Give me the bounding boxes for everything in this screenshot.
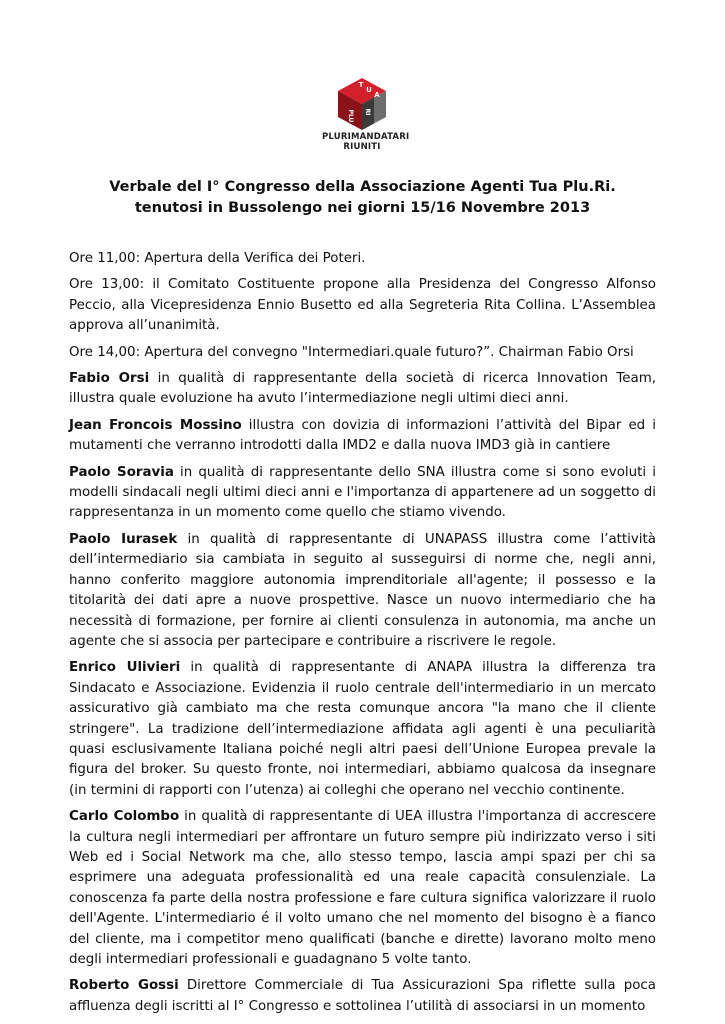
speaker-name: Fabio Orsi [69, 371, 150, 387]
cube-letter-a: A [374, 91, 380, 99]
paragraph-text: in qualità di rappresentante di UNAPASS illustra come l’attività dell’intermediario sia cambiata in seguito al susseguirsi di norme che, negli anni, hanno conferito maggiore autonomia imprenditoriale all'agente; il possesso e la titolarità dei dati apre a nuove prospettive. Nasce un nuovo intermediario che ha necessità di formazione, per fornire ai clienti consulenza in autonomia, ma anche un agente che si associa per partecipare e contribuire a riscrivere le regole. [69, 531, 656, 649]
title-line-1: Verbale del I° Congresso della Associazione Agenti Tua Plu.Ri. [109, 179, 616, 195]
speaker-name: Jean Froncois Mossino [69, 417, 242, 433]
speaker-name: Carlo Colombo [69, 809, 180, 825]
paragraph-text: Ore 14,00: Apertura del convegno "Intermediari.quale futuro?”. Chairman Fabio Orsi [69, 344, 634, 360]
paragraph-text: Ore 13,00: il Comitato Costituente propone alla Presidenza del Congresso Alfonso Peccio, alla Vicepresidenza Ennio Busetto ed alla Segreteria Rita Collina. L’Assemblea approva all’unanimità. [69, 277, 656, 334]
speaker-name: Roberto Gossi [69, 978, 179, 994]
paragraph [69, 463, 656, 524]
paragraph [69, 343, 656, 363]
title-line-2: tenutosi in Bussolengo nei giorni 15/16 Novembre 2013 [134, 200, 591, 216]
paragraph-text: in qualità di rappresentante della società di ricerca Innovation Team, illustra quale evoluzione ha avuto l’intermediazione negli ultimi dieci anni. [69, 371, 657, 407]
paragraph [69, 976, 656, 1017]
cube-letter-t: T [358, 81, 364, 89]
cube-letter-u: U [366, 86, 372, 94]
paragraph [69, 249, 656, 269]
speaker-name: Enrico Ulivieri [69, 660, 181, 676]
paragraph-text: illustra con dovizia di informazioni l’attività del Bipar ed i mutamenti che verranno introdotti dalla IMD2 e dalla nuova IMD3 già in cantiere [69, 417, 656, 454]
paragraph-text: in qualità di rappresentante di UEA illustra l'importanza di accrescere la cultura negli intermediari per affrontare un futuro sempre più indirizzato verso i siti Web ed i Social Network ma che, allo stesso tempo, lascia ampi spazi per chi sa esprimere una adeguata professionalità ed una reale capacità consulenziale. La conoscenza fa parte della nostra professione e fare cultura significa valorizzare il ruolo dell'Agente. L'intermediario é il volto umano che nel momento del bisogno è a fianco del cliente, ma i competitor meno qualificati (banche e dirette) lavorano molto meno degli intermediari professionali e guadagnano 5 volte tanto. [69, 809, 656, 967]
logo-text-line2: RIUNITI [343, 142, 381, 152]
paragraph [69, 275, 656, 336]
association-logo [322, 76, 410, 152]
paragraph [69, 807, 656, 970]
speaker-name: Paolo Soravia [69, 464, 174, 480]
document-body [69, 249, 656, 1023]
logo-text-line1: PLURIMANDATARI [322, 132, 410, 142]
cube-logo-icon [334, 76, 390, 132]
cube-letters-plu: PLU [347, 109, 354, 123]
paragraph [69, 658, 656, 801]
paragraph-text: in qualità di rappresentante dello SNA illustra come si sono evoluti i modelli sindacali negli ultimi dieci anni e l'importanza di appartenere ad un soggetto di rappresentanza in un momento come quello che stiamo vivendo. [69, 464, 656, 521]
paragraph-text: Ore 11,00: Apertura della Verifica dei Poteri. [69, 251, 366, 266]
speaker-name: Paolo Iurasek [69, 531, 178, 547]
cube-letters-ri: RI [364, 108, 371, 116]
document-title [60, 177, 665, 219]
paragraph [69, 530, 656, 652]
paragraph [69, 416, 656, 457]
paragraph-text: in qualità di rappresentante di ANAPA illustra la differenza tra Sindacato e Associazione. Evidenzia il ruolo centrale dell'intermediario in un mercato assicurativo già cambiato ma che resta comunque ancora "la mano che il cliente stringere". La tradizione dell’intermediazione affidata agli agenti è una peculiarità quasi esclusivamente Italiana poiché negli altri paesi dell’Unione Europea prevale la figura del broker. Su questo fronte, noi intermediari, abbiamo qualcosa da insegnare (in termini di rapporti con l’utenza) ai colleghi che operano nel vecchio continente. [69, 660, 656, 798]
paragraph-text: Direttore Commerciale di Tua Assicurazioni Spa riflette sulla poca affluenza degli iscritti al I° Congresso e sottolinea l’utilità di associarsi in un momento [69, 978, 657, 1014]
paragraph [69, 369, 656, 410]
